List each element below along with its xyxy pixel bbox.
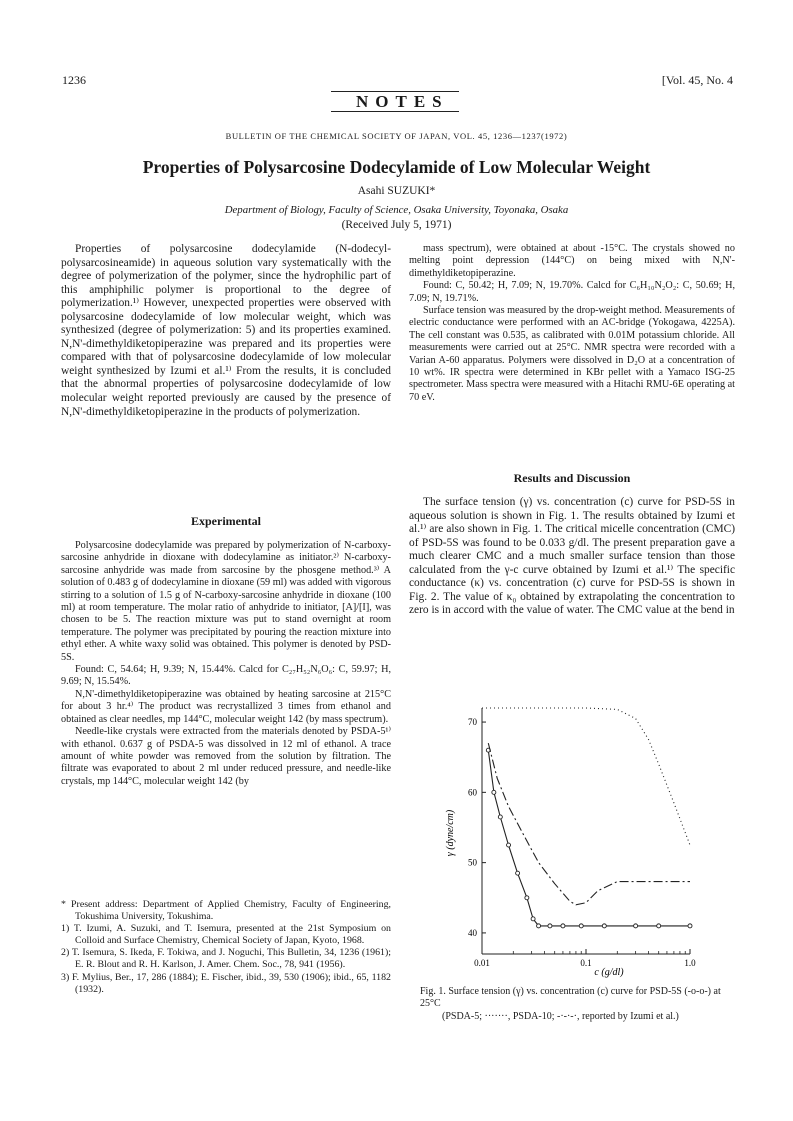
experimental-paragraph-4: Needle-like crystals were extracted from the materials denoted by PSDA-5¹⁾ with ethanol. 0.637 g of PSDA-5 was dissolved in 12 ml of ethanol. A trace amount of white powder was removed from the solution by filtration. The filtrate was evaporated to about 2 ml under reduced pressure, and needle-like crystals, mp 144°C, molecular weight 142 (by (61, 726, 391, 787)
series-line-dash-dot (488, 743, 690, 905)
intro-paragraph (61, 243, 391, 419)
y-tick-label: 60 (468, 787, 477, 798)
x-tick-label: 0.01 (474, 958, 490, 968)
data-point (602, 924, 606, 928)
data-point (561, 924, 565, 928)
figure-caption (420, 986, 740, 1023)
data-point (537, 924, 541, 928)
continued-paragraph-3: Surface tension was measured by the drop-weight method. Measurements of electric conductance were performed with an AC-bridge (Yokogawa, 4225A). The cell constant was 0.535, as calibrated with 0.01M potassium chloride. All measurements were carried out at 25°C. NMR spectra were recorded with a Varian A-60 apparatus. Polymers were dissolved in D₂O at a concentration of 10 wt%. IR spectra were determined in KBr pellet with a Yamaco ISG-25 spectrometer. Mass spectra were measured with a Hitachi RMU-6E operating at 70 eV. (409, 305, 735, 403)
continued-paragraph-2: Found: C, 50.42; H, 7.09; N, 19.70%. Calcd for C₆H₁₀N₂O₂: C, 50.69; H, 7.09; N, 19.71%. (409, 280, 735, 304)
data-point (507, 843, 511, 847)
data-point (657, 924, 661, 928)
chart-ticks (468, 717, 696, 968)
received-date: (Received July 5, 1971) (341, 219, 452, 231)
experimental-heading: Experimental (191, 514, 261, 528)
data-point (531, 917, 535, 921)
article-title: Properties of Polysarcosine Dodecylamide of Low Molecular Weight (142, 157, 651, 177)
section-rule-top (331, 91, 459, 92)
results-paragraph: The surface tension (γ) vs. concentration (c) curve for PSD-5S in aqueous solution is shown in Fig. 1. The results obtained by Izumi et al.¹⁾ are also shown in Fig. 1. The critical micelle concentration (CMC) of PSD-5S was found to be 0.033 g/dl. The present preparation gave a much clearer CMC and a much smaller surface tension than those calculated from the γ-c curve obtained by Izumi et al.¹⁾ The specific conductance (κ) vs. concentration (c) curve for PSD-5S is shown in Fig. 2. The value of κ₀ obtained by extrapolating the concentration to zero is in accord with the value of water. The CMC value at the bend in (409, 496, 735, 617)
journal-line: BULLETIN OF THE CHEMICAL SOCIETY OF JAPAN, VOL. 45, 1236—1237(1972) (225, 131, 568, 141)
section-rule-bottom (331, 111, 459, 112)
footnote: 2) T. Isemura, S. Ikeda, F. Tokiwa, and J. Noguchi, This Bulletin, 34, 1236 (1961); E. R. Blout and R. H. Karlson, J. Amer. Chem. Soc., 78, 941 (1956). (61, 947, 391, 971)
results-heading: Results and Discussion (513, 471, 631, 485)
data-point (516, 871, 520, 875)
figure-1-chart (420, 700, 740, 980)
footnote: 3) F. Mylius, Ber., 17, 286 (1884); E. Fischer, ibid., 39, 530 (1906); ibid., 65, 1182 (1932). (61, 971, 391, 995)
chart-axes (482, 708, 690, 954)
section-title: NOTES (356, 92, 449, 111)
data-point (548, 924, 552, 928)
y-tick-label: 40 (468, 927, 477, 938)
experimental-section (61, 540, 391, 788)
y-tick-label: 70 (468, 717, 477, 728)
figure-caption-line-1: Fig. 1. Surface tension (γ) vs. concentration (c) curve for PSD-5S (-o-o-) at 25°C (420, 986, 721, 1010)
chart-series (482, 708, 692, 928)
series-line-dotted (482, 708, 690, 845)
experimental-paragraph-2: Found: C, 54.64; H, 9.39; N, 15.44%. Calcd for C₂₇H₅₂N₆O₆: C, 59.97; H, 9.69; N, 15.54%. (61, 664, 391, 688)
footnotes (61, 899, 391, 996)
footnote: 1) T. Izumi, A. Suzuki, and T. Isemura, presented at the 21st Symposium on Colloid and Surface Chemistry, Chemical Society of Japan, Kyoto, 1968. (61, 923, 391, 947)
intro-text: Properties of polysarcosine dodecylamide (N-dodecyl-polysarcosineamide) in aqueous solution vary systematically with the degree of polymerization of the polymer, since the hydrophilic part of this amphiphilic polymer is proportional to the degree of polymerization.¹⁾ However, unexpected properties were observed with polysarcosine dodecylamide of low molecular weight, which was synthesized (degree of polymerization: 5) and its properties examined. N,N'-dimethyldiketopiperazine was prepared and its properties were compared with that of polysarcosine dodecylamide of low molecular weight synthesized by Izumi et al.¹⁾ From the results, it is concluded that the abnormal properties of polysarcosine dodecylamide of low molecular weight reported previously are caused by the presence of N,N'-dimethyldiketopiperazine in the products of polymerization. (61, 243, 391, 418)
experimental-paragraph-3: N,N'-dimethyldiketopiperazine was obtained by heating sarcosine at 215°C for about 3 hr.⁴⁾ The product was recrystallized 3 times from ethanol and obtained as clear needles, mp 144°C, molecular weight 142 (by mass spectrum). (61, 688, 391, 725)
footnote: * Present address: Department of Applied Chemistry, Faculty of Engineering, Tokushima University, Tokushima. (61, 899, 391, 923)
data-point (634, 924, 638, 928)
affiliation: Department of Biology, Faculty of Science, Osaka University, Toyonaka, Osaka (224, 204, 569, 216)
continued-section (409, 243, 735, 404)
x-tick-label: 0.1 (580, 958, 592, 968)
data-point (492, 790, 496, 794)
y-axis-label: γ (dyne/cm) (445, 809, 456, 857)
continued-paragraph-1: mass spectrum), were obtained at about -15°C. The crystals showed no melting point depression (144°C) on being mixed with N,N'-dimethyldiketopiperazine. (409, 243, 735, 279)
series-line-solid-circles (488, 750, 690, 926)
data-point (525, 896, 529, 900)
data-point (498, 815, 502, 819)
results-section (409, 496, 735, 618)
y-tick-label: 50 (468, 857, 477, 868)
data-point (688, 924, 692, 928)
data-point (579, 924, 583, 928)
figure-caption-line-2: (PSDA-5; ·······, PSDA-10; -·-·-·, reported by Izumi et al.) (442, 1010, 679, 1022)
author: Asahi SUZUKI* (357, 185, 436, 197)
page-number: 1236 (62, 73, 86, 87)
x-axis-label: c (g/dl) (594, 967, 624, 978)
volume-label: [Vol. 45, No. 4 (661, 73, 733, 87)
x-tick-label: 1.0 (684, 958, 696, 968)
experimental-paragraph-1: Polysarcosine dodecylamide was prepared by polymerization of N-carboxy-sarcosine anhydride in dioxane with dodecylamine as initiator.²⁾ N-carboxy-sarcosine anhydride was made from sarcosine by the phosgene method.³⁾ A solution of 0.483 g of dodecylamine in dioxane (59 ml) was added with vigorous stirring to a solution of 1.5 g of N-carboxy-sarcosine anhydride in dioxane (100 ml) at room temperature. The molar ratio of anhydride to initiator, [A]/[I], was chosen to be 5. The reaction mixture was put to stand overnight at room temperature. The polymer was precipitated by pouring the reaction mixture into ethyl ether. A white waxy solid was obtained. This polymer is denoted by PSD-5S. (61, 540, 391, 663)
